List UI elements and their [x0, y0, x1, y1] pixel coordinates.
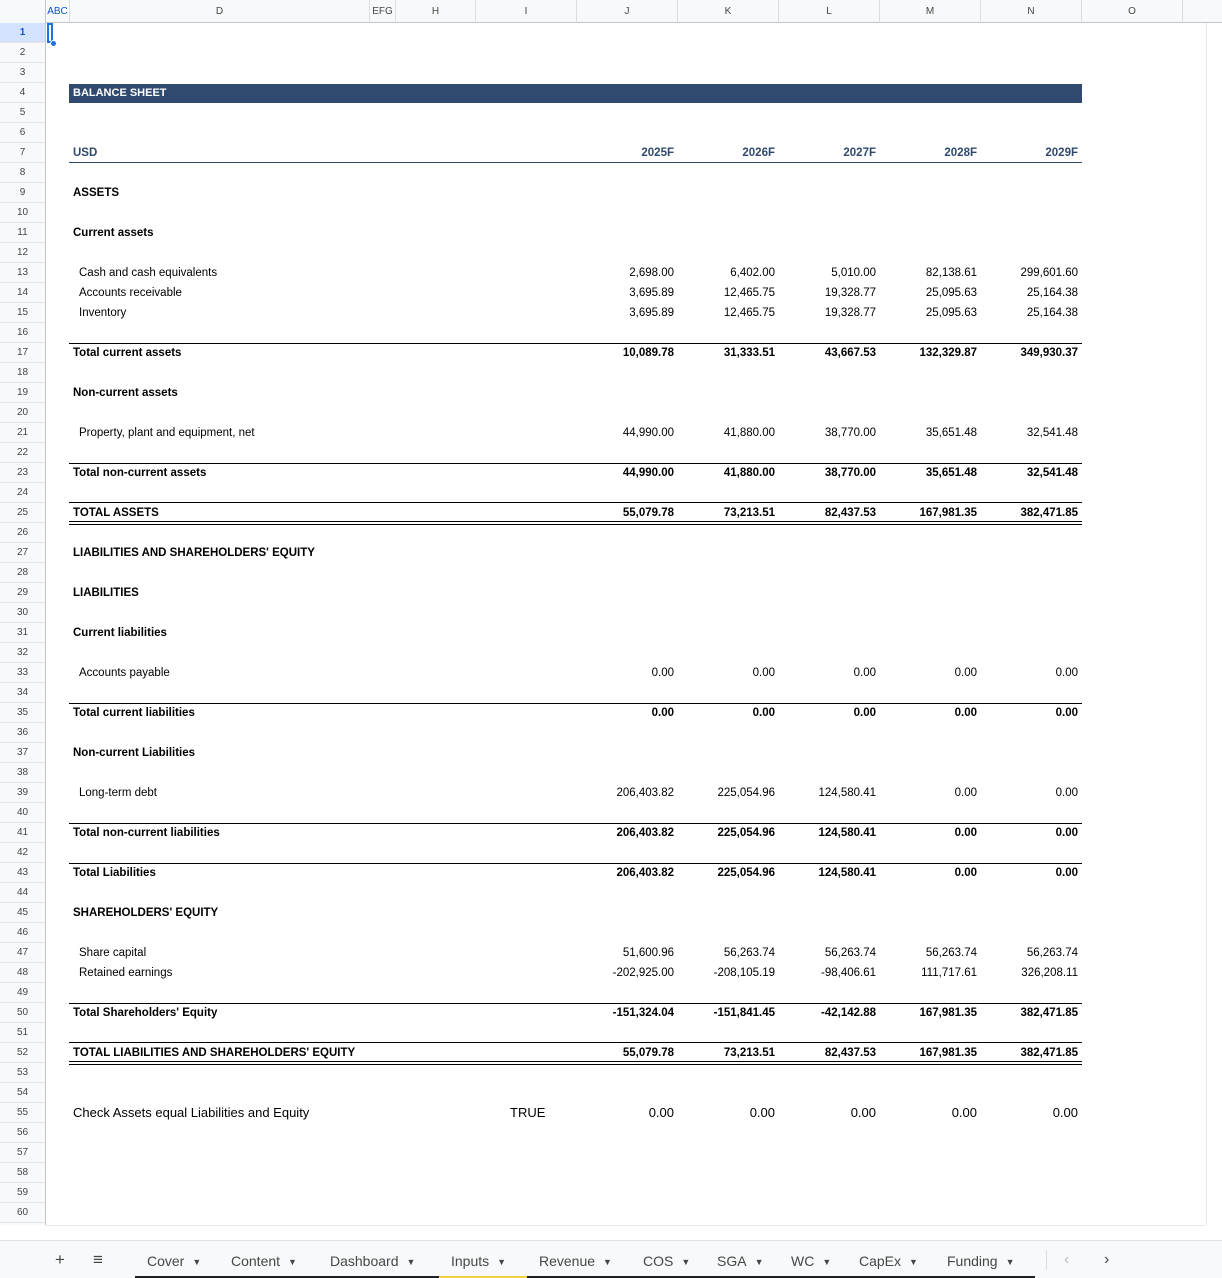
- line-item-value: 6,402.00: [730, 267, 775, 279]
- line-item-value: 41,880.00: [723, 427, 775, 439]
- line-item-value: 5,010.00: [831, 267, 876, 279]
- chevron-down-icon[interactable]: ▼: [1005, 1257, 1015, 1267]
- row-header[interactable]: 34: [0, 683, 45, 703]
- sheet-tab[interactable]: [135, 1241, 219, 1278]
- line-item-value: 41,880.00: [723, 467, 775, 479]
- line-item-value: 2,698.00: [629, 267, 674, 279]
- line-item-label: Total Liabilities: [73, 867, 156, 879]
- row-header[interactable]: 4: [0, 83, 45, 103]
- sheet-tab-label: Cover: [147, 1253, 185, 1269]
- row-header[interactable]: 48: [0, 963, 45, 983]
- line-item-label: Property, plant and equipment, net: [79, 427, 255, 439]
- row-header[interactable]: 58: [0, 1163, 45, 1183]
- line-item-label: Share capital: [79, 947, 147, 959]
- line-item-value: 299,601.60: [1020, 267, 1078, 279]
- row-header[interactable]: 6: [0, 123, 45, 143]
- year-header: 2027F: [843, 147, 876, 159]
- line-item-label: Long-term debt: [79, 787, 157, 799]
- line-item-value: 0.00: [853, 707, 876, 719]
- line-item-value: -151,324.04: [612, 1007, 674, 1019]
- line-item-value: 32,541.48: [1026, 427, 1078, 439]
- line-item-value: 0.00: [651, 667, 674, 679]
- row-header[interactable]: 23: [0, 463, 45, 483]
- line-item-value: -202,925.00: [612, 967, 674, 979]
- line-item-label: ASSETS: [73, 187, 120, 199]
- column-header-bar: [0, 0, 1222, 23]
- line-item-value: 0.00: [1055, 667, 1078, 679]
- row-header[interactable]: 45: [0, 903, 45, 923]
- row-header[interactable]: 41: [0, 823, 45, 843]
- chevron-down-icon[interactable]: ▼: [909, 1257, 918, 1267]
- row-header[interactable]: 37: [0, 743, 45, 763]
- line-item-value: 326,208.11: [1021, 967, 1078, 979]
- sheet-tab[interactable]: [935, 1241, 1035, 1278]
- row-header[interactable]: 7: [0, 143, 45, 163]
- row-header[interactable]: 13: [0, 263, 45, 283]
- chevron-down-icon[interactable]: ▼: [288, 1257, 297, 1267]
- row-header[interactable]: 38: [0, 763, 45, 783]
- row-header[interactable]: 3: [0, 63, 45, 83]
- row-header[interactable]: 49: [0, 983, 45, 1003]
- row-header-bar: [0, 23, 46, 1225]
- row-header[interactable]: 47: [0, 943, 45, 963]
- line-item-value: 382,471.85: [1020, 507, 1078, 519]
- sheet-tab[interactable]: [439, 1241, 527, 1278]
- row-header[interactable]: 27: [0, 543, 45, 563]
- check-flag: TRUE: [510, 1105, 546, 1120]
- sheet-tab[interactable]: [705, 1241, 779, 1278]
- row-header[interactable]: 16: [0, 323, 45, 343]
- row-header[interactable]: 43: [0, 863, 45, 883]
- check-value: 0.00: [1052, 1105, 1078, 1120]
- check-value: 0.00: [850, 1105, 876, 1120]
- line-item-value: 43,667.53: [824, 347, 876, 359]
- line-item-value: 31,333.51: [723, 347, 775, 359]
- line-item-label: Total Shareholders' Equity: [73, 1007, 218, 1019]
- total-rule: [69, 863, 1082, 864]
- line-item-value: 56,263.74: [925, 947, 977, 959]
- line-item-value: 35,651.48: [925, 467, 977, 479]
- header-underline: [69, 162, 1082, 163]
- row-header[interactable]: 5: [0, 103, 45, 123]
- sheet-tab-label: COS: [643, 1253, 674, 1269]
- total-rule: [69, 703, 1082, 704]
- line-item-value: 25,164.38: [1026, 287, 1078, 299]
- line-item-value: 0.00: [954, 827, 977, 839]
- row-header[interactable]: 17: [0, 343, 45, 363]
- grand-total-double-rule: [69, 1061, 1082, 1065]
- line-item-label: Non-current assets: [73, 387, 178, 399]
- line-item-value: 206,403.82: [616, 787, 674, 799]
- row-header[interactable]: 57: [0, 1143, 45, 1163]
- line-item-value: -151,841.45: [713, 1007, 775, 1019]
- line-item-value: 32,541.48: [1026, 467, 1078, 479]
- line-item-value: 124,580.41: [818, 867, 876, 879]
- line-item-value: 3,695.89: [629, 287, 674, 299]
- column-header[interactable]: J: [577, 0, 678, 23]
- row-header[interactable]: 25: [0, 503, 45, 523]
- row-header[interactable]: 36: [0, 723, 45, 743]
- line-item-value: 56,263.74: [824, 947, 876, 959]
- sheet-grid[interactable]: [46, 23, 1206, 1225]
- column-header[interactable]: ABC: [46, 0, 70, 23]
- line-item-value: 82,437.53: [824, 507, 876, 519]
- column-header[interactable]: EFG: [370, 0, 396, 23]
- line-item-label: Total current liabilities: [73, 707, 195, 719]
- total-rule: [69, 1003, 1082, 1004]
- line-item-value: 10,089.78: [622, 347, 674, 359]
- balance-sheet-title-bar: [69, 84, 1082, 103]
- row-header[interactable]: 29: [0, 583, 45, 603]
- check-label: Check Assets equal Liabilities and Equity: [73, 1105, 310, 1120]
- line-item-label: Accounts payable: [79, 667, 170, 679]
- sheet-tab[interactable]: [527, 1241, 631, 1278]
- year-header: 2026F: [742, 147, 775, 159]
- line-item-value: 25,095.63: [925, 287, 977, 299]
- chevron-down-icon[interactable]: ▼: [192, 1257, 202, 1267]
- sheet-tab[interactable]: [847, 1241, 935, 1278]
- line-item-value: 124,580.41: [818, 827, 876, 839]
- line-item-label: Inventory: [79, 307, 127, 319]
- year-header: 2025F: [641, 147, 674, 159]
- line-item-value: 0.00: [954, 667, 977, 679]
- row-header[interactable]: 55: [0, 1103, 45, 1123]
- row-header[interactable]: 20: [0, 403, 45, 423]
- sheet-tab-label: Content: [231, 1253, 281, 1269]
- vertical-scrollbar[interactable]: [1206, 23, 1222, 1225]
- line-item-value: 0.00: [752, 667, 775, 679]
- row-header[interactable]: 44: [0, 883, 45, 903]
- row-header[interactable]: 22: [0, 443, 45, 463]
- all-sheets-icon[interactable]: ≡: [93, 1250, 103, 1269]
- row-header[interactable]: 33: [0, 663, 45, 683]
- line-item-value: 0.00: [853, 667, 876, 679]
- row-header[interactable]: 24: [0, 483, 45, 503]
- sheet-tab-label: CapEx: [859, 1253, 902, 1269]
- year-header: 2029F: [1045, 147, 1078, 159]
- row-header[interactable]: 50: [0, 1003, 45, 1023]
- sheet-tab[interactable]: [318, 1241, 439, 1278]
- sheet-tab-bar: [0, 1240, 1222, 1278]
- select-all-corner[interactable]: [0, 0, 46, 23]
- line-item-label: Total current assets: [73, 347, 182, 359]
- row-header[interactable]: 59: [0, 1183, 45, 1203]
- line-item-value: 38,770.00: [824, 427, 876, 439]
- row-header[interactable]: 11: [0, 223, 45, 243]
- line-item-label: LIABILITIES: [73, 587, 139, 599]
- tab-divider: [1046, 1250, 1047, 1270]
- column-header[interactable]: I: [476, 0, 577, 23]
- total-rule: [69, 823, 1082, 824]
- row-header[interactable]: 53: [0, 1063, 45, 1083]
- horizontal-scrollbar[interactable]: [46, 1225, 1206, 1240]
- line-item-value: 167,981.35: [919, 507, 977, 519]
- fill-handle[interactable]: [50, 40, 57, 47]
- grand-total-double-rule: [69, 521, 1082, 525]
- line-item-value: 0.00: [1055, 707, 1078, 719]
- row-header[interactable]: 51: [0, 1023, 45, 1043]
- column-header[interactable]: L: [779, 0, 880, 23]
- line-item-label: Accounts receivable: [79, 287, 182, 299]
- line-item-value: 82,437.53: [824, 1047, 876, 1059]
- line-item-value: 0.00: [954, 867, 977, 879]
- row-header[interactable]: 18: [0, 363, 45, 383]
- line-item-value: 12,465.75: [723, 287, 775, 299]
- column-header[interactable]: D: [70, 0, 370, 23]
- row-header[interactable]: 1: [0, 23, 45, 43]
- row-header[interactable]: 2: [0, 43, 45, 63]
- line-item-value: 225,054.96: [717, 867, 775, 879]
- line-item-value: 44,990.00: [622, 427, 674, 439]
- row-header[interactable]: 30: [0, 603, 45, 623]
- line-item-label: Total non-current assets: [73, 467, 207, 479]
- row-header[interactable]: 52: [0, 1043, 45, 1063]
- line-item-value: 55,079.78: [622, 507, 674, 519]
- line-item-value: 56,263.74: [723, 947, 775, 959]
- scroll-tabs-left-icon[interactable]: ‹: [1064, 1251, 1070, 1268]
- sheet-tab[interactable]: [779, 1241, 847, 1278]
- line-item-value: 206,403.82: [616, 867, 674, 879]
- line-item-label: Total non-current liabilities: [73, 827, 220, 839]
- add-sheet-icon[interactable]: +: [55, 1250, 65, 1269]
- row-header[interactable]: 54: [0, 1083, 45, 1103]
- row-header[interactable]: 40: [0, 803, 45, 823]
- check-value: 0.00: [749, 1105, 775, 1120]
- line-item-value: 19,328.77: [824, 287, 876, 299]
- chevron-down-icon[interactable]: ▼: [681, 1257, 691, 1267]
- line-item-value: 51,600.96: [622, 947, 674, 959]
- row-header[interactable]: 60: [0, 1203, 45, 1223]
- sheet-tab-label: Dashboard: [330, 1253, 399, 1269]
- column-header[interactable]: M: [880, 0, 981, 23]
- line-item-value: 382,471.85: [1020, 1047, 1078, 1059]
- line-item-value: 12,465.75: [723, 307, 775, 319]
- line-item-value: 132,329.87: [919, 347, 977, 359]
- line-item-label: Non-current Liabilities: [73, 747, 196, 759]
- line-item-value: 124,580.41: [818, 787, 876, 799]
- line-item-value: 56,263.74: [1026, 947, 1078, 959]
- line-item-value: 0.00: [1055, 787, 1078, 799]
- line-item-label: LIABILITIES AND SHAREHOLDERS' EQUITY: [73, 547, 315, 559]
- balance-sheet-title: BALANCE SHEET: [73, 87, 167, 99]
- sheet-tab-label: Inputs: [451, 1253, 490, 1269]
- line-item-value: 382,471.85: [1020, 1007, 1078, 1019]
- grand-total-top-rule: [69, 1042, 1082, 1043]
- line-item-value: 0.00: [651, 707, 674, 719]
- line-item-label: Current assets: [73, 227, 154, 239]
- line-item-value: 0.00: [954, 787, 977, 799]
- line-item-value: 3,695.89: [629, 307, 674, 319]
- year-header: 2028F: [944, 147, 977, 159]
- row-header[interactable]: 56: [0, 1123, 45, 1143]
- row-header[interactable]: 19: [0, 383, 45, 403]
- line-item-label: Retained earnings: [79, 967, 173, 979]
- scroll-tabs-right-icon[interactable]: ›: [1104, 1251, 1110, 1268]
- sheet-tab-label: Revenue: [539, 1253, 596, 1269]
- sheet-tab-label: WC: [791, 1253, 815, 1269]
- row-header[interactable]: 42: [0, 843, 45, 863]
- line-item-value: 167,981.35: [919, 1047, 977, 1059]
- row-header[interactable]: 39: [0, 783, 45, 803]
- chevron-down-icon[interactable]: ▼: [406, 1257, 416, 1267]
- row-header[interactable]: 32: [0, 643, 45, 663]
- line-item-value: 0.00: [1055, 867, 1078, 879]
- row-header[interactable]: 46: [0, 923, 45, 943]
- line-item-value: 0.00: [752, 707, 775, 719]
- chevron-down-icon[interactable]: ▼: [822, 1257, 832, 1267]
- line-item-label: SHAREHOLDERS' EQUITY: [73, 907, 219, 919]
- sheet-tab-label: Funding: [947, 1253, 998, 1269]
- row-header[interactable]: 26: [0, 523, 45, 543]
- sheet-tab[interactable]: [631, 1241, 705, 1278]
- total-rule: [69, 343, 1082, 344]
- sheet-tab-label: SGA: [717, 1253, 747, 1269]
- column-header[interactable]: H: [396, 0, 476, 23]
- row-header[interactable]: 8: [0, 163, 45, 183]
- line-item-value: 44,990.00: [622, 467, 674, 479]
- line-item-value: 55,079.78: [622, 1047, 674, 1059]
- line-item-value: -208,105.19: [713, 967, 775, 979]
- line-item-value: 0.00: [1055, 827, 1078, 839]
- currency-label: USD: [73, 147, 98, 159]
- line-item-value: 82,138.61: [925, 267, 977, 279]
- row-header[interactable]: 21: [0, 423, 45, 443]
- line-item-value: -42,142.88: [821, 1007, 876, 1019]
- line-item-value: 35,651.48: [925, 427, 977, 439]
- line-item-value: 73,213.51: [723, 1047, 775, 1059]
- line-item-value: 19,328.77: [824, 307, 876, 319]
- row-header[interactable]: 31: [0, 623, 45, 643]
- line-item-value: 167,981.35: [919, 1007, 977, 1019]
- row-header[interactable]: 9: [0, 183, 45, 203]
- line-item-label: TOTAL ASSETS: [73, 507, 159, 519]
- row-header[interactable]: 35: [0, 703, 45, 723]
- row-header[interactable]: 14: [0, 283, 45, 303]
- check-value: 0.00: [951, 1105, 977, 1120]
- line-item-value: 111,717.61: [921, 967, 977, 979]
- line-item-value: 25,095.63: [925, 307, 977, 319]
- column-header[interactable]: O: [1082, 0, 1183, 23]
- line-item-label: Current liabilities: [73, 627, 167, 639]
- column-header[interactable]: N: [981, 0, 1082, 23]
- line-item-label: Cash and cash equivalents: [79, 267, 218, 279]
- line-item-value: -98,406.61: [821, 967, 876, 979]
- line-item-label: TOTAL LIABILITIES AND SHAREHOLDERS' EQUITY: [73, 1047, 356, 1059]
- row-header[interactable]: 28: [0, 563, 45, 583]
- line-item-value: 25,164.38: [1026, 307, 1078, 319]
- line-item-value: 349,930.37: [1020, 347, 1078, 359]
- grand-total-top-rule: [69, 502, 1082, 503]
- chevron-down-icon[interactable]: ▼: [497, 1257, 507, 1267]
- line-item-value: 225,054.96: [717, 787, 775, 799]
- line-item-value: 225,054.96: [717, 827, 775, 839]
- row-header[interactable]: 12: [0, 243, 45, 263]
- chevron-down-icon[interactable]: ▼: [754, 1257, 764, 1267]
- total-rule: [69, 463, 1082, 464]
- row-header[interactable]: 15: [0, 303, 45, 323]
- row-header[interactable]: 10: [0, 203, 45, 223]
- line-item-value: 38,770.00: [824, 467, 876, 479]
- line-item-value: 206,403.82: [616, 827, 674, 839]
- check-value: 0.00: [648, 1105, 674, 1120]
- sheet-tab[interactable]: [219, 1241, 318, 1278]
- line-item-value: 0.00: [954, 707, 977, 719]
- column-header[interactable]: K: [678, 0, 779, 23]
- chevron-down-icon[interactable]: ▼: [603, 1257, 612, 1267]
- line-item-value: 73,213.51: [723, 507, 775, 519]
